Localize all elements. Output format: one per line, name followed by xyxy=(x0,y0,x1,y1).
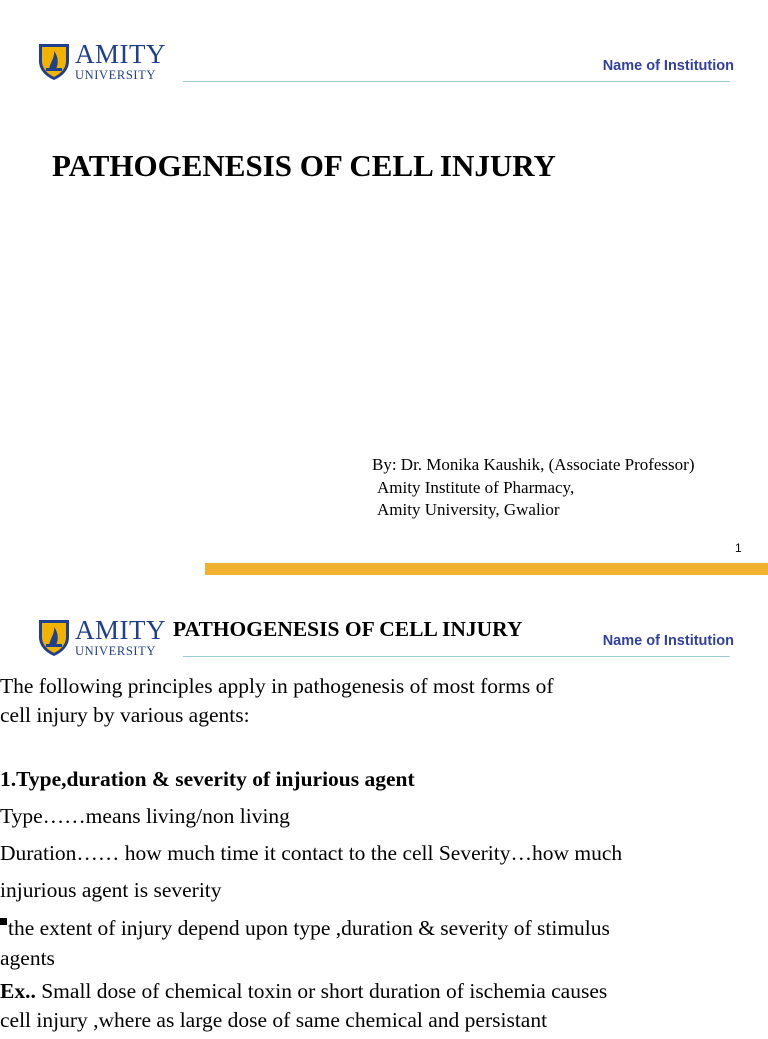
author-line: Amity University, Gwalior xyxy=(377,500,560,519)
amity-logo xyxy=(37,617,166,658)
footer-bar xyxy=(205,563,768,575)
duration-line: Duration…… how much time it contact to the cell Severity…how much xyxy=(0,841,623,865)
amity-shield-icon xyxy=(37,617,71,657)
intro-text: The following principles apply in pathogenesis of most forms of cell injury by various agents: xyxy=(0,674,554,727)
author-line: By: Dr. Monika Kaushik, (Associate Professor) xyxy=(372,455,695,474)
square-bullet-icon xyxy=(0,918,7,925)
page-number: 1 xyxy=(735,541,742,555)
slide-body xyxy=(0,672,768,1039)
example-label: Ex.. xyxy=(0,979,36,1003)
header-rule xyxy=(183,656,730,657)
amity-shield-icon xyxy=(37,41,71,81)
slide-title: PATHOGENESIS OF CELL INJURY xyxy=(173,617,523,641)
logo-wordmark: AMITY xyxy=(75,615,166,645)
section-heading: 1.Type,duration & severity of injurious agent xyxy=(0,767,415,791)
bullet-item: the extent of injury depend upon type ,duration & severity of stimulus agents xyxy=(0,916,610,970)
institution-name: Name of Institution xyxy=(602,58,734,74)
author-line: Amity Institute of Pharmacy, xyxy=(377,477,575,497)
example-line: Ex.. Small dose of chemical toxin or short duration of ischemia causes xyxy=(0,979,608,1003)
institution-name: Name of Institution xyxy=(602,633,734,649)
slide-title: PATHOGENESIS OF CELL INJURY xyxy=(52,148,556,183)
logo-wordmark: AMITY xyxy=(75,39,166,69)
severity-line: injurious agent is severity xyxy=(0,878,222,902)
logo-subtitle: UNIVERSITY xyxy=(75,68,156,82)
header-rule xyxy=(183,81,730,82)
author-block xyxy=(372,454,695,522)
type-line: Type……means living/non living xyxy=(0,804,290,828)
example-line-2: cell injury ,where as large dose of same chemical and persistant xyxy=(0,1008,548,1032)
amity-logo xyxy=(37,41,166,82)
logo-subtitle: UNIVERSITY xyxy=(75,644,156,658)
